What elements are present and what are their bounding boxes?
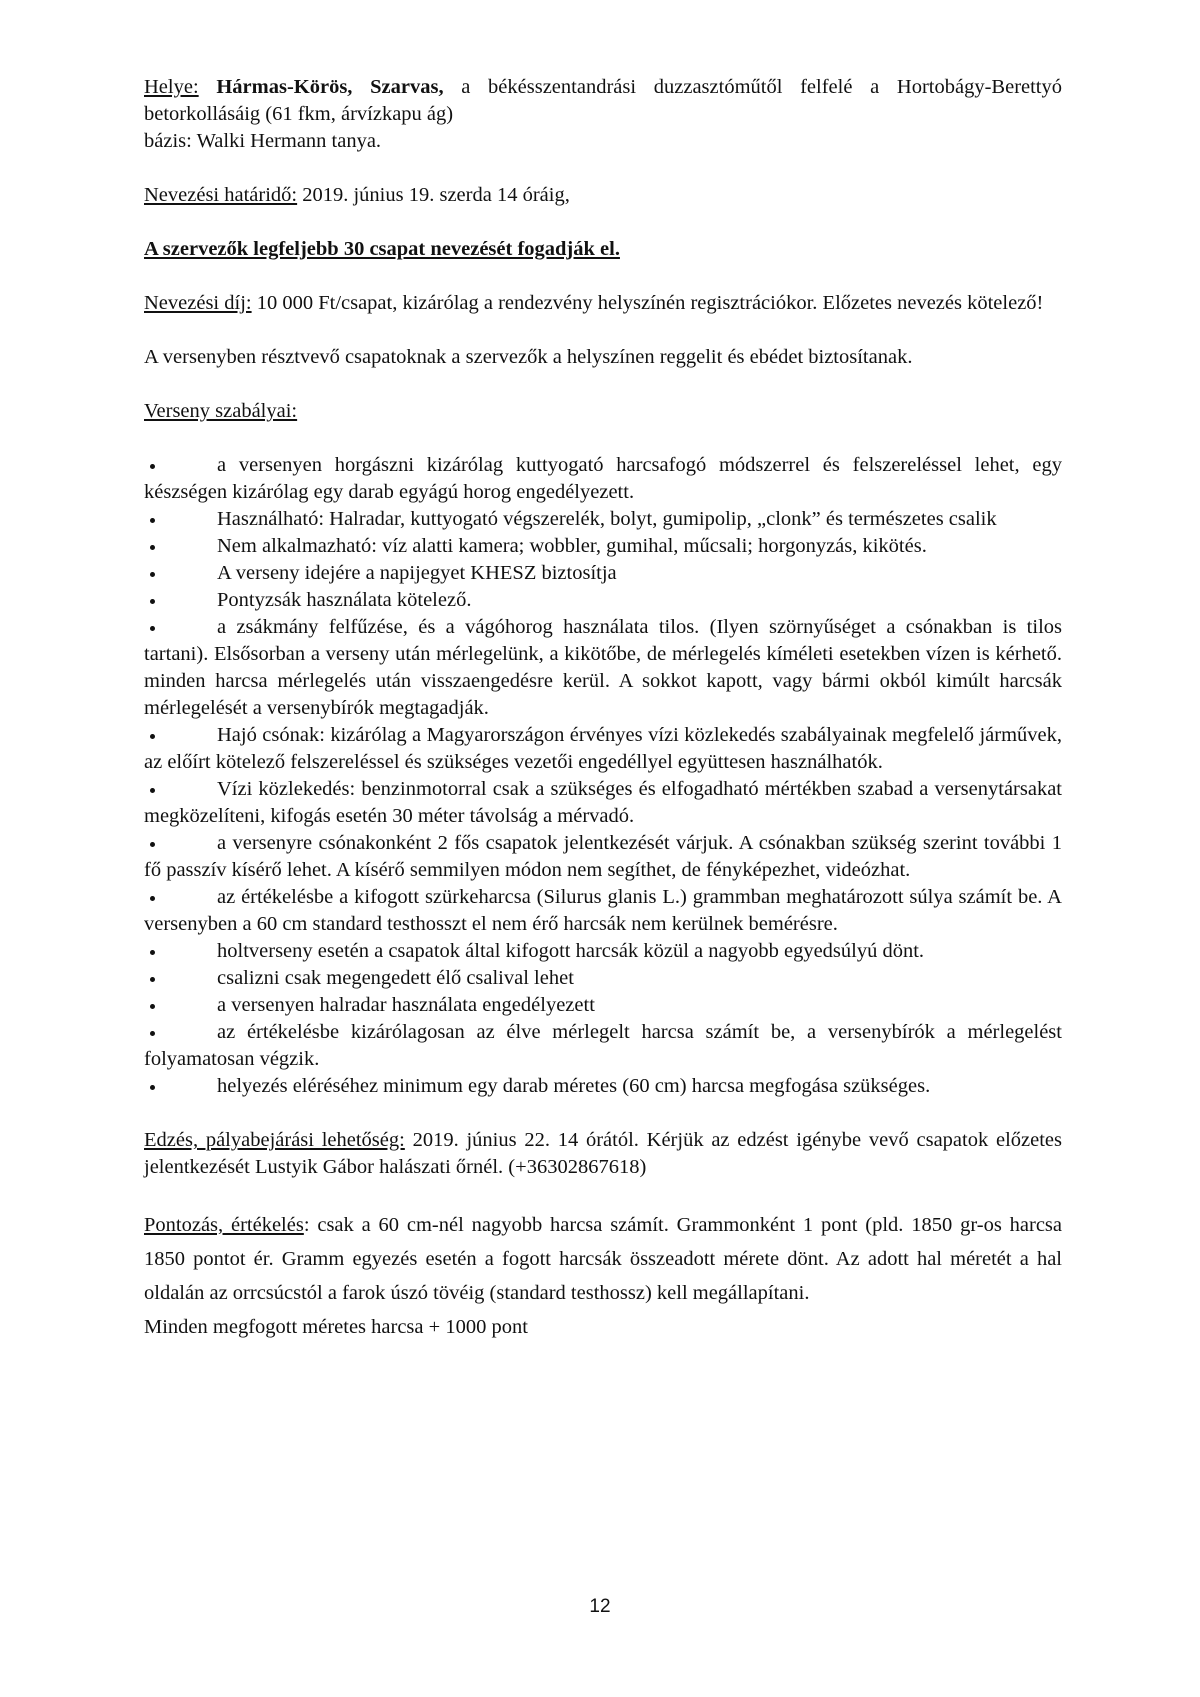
deadline-text: 2019. június 19. szerda 14 óráig, (297, 184, 570, 206)
page-number: 12 (589, 1596, 611, 1617)
page-content (144, 74, 1062, 1344)
bullet-icon (150, 572, 155, 577)
bullet-icon (150, 1085, 155, 1090)
rule-item: Vízi közlekedés: benzinmotorral csak a szükséges és elfogadható mértékben szabad a versenytársakat megközelíteni, kifogás esetén 30 méter távolság a mérvadó. (144, 778, 1062, 827)
rule-item: a versenyre csónakonként 2 fős csapatok jelentkezését várjuk. A csónakban szükség szerint további 1 fő passzív kísérő lehet. A kísérő semmilyen módon nem segíthet, de fényképezhet, videózhat. (144, 832, 1062, 881)
bullet-icon (150, 626, 155, 631)
scoring-paragraph (144, 1208, 1062, 1310)
rule-item: a versenyen halradar használata engedélyezett (144, 992, 1062, 1019)
location-text: a békésszentandrási duzzasztóműtől felfelé a Hortobágy-Berettyó betorkollásáig (61 fkm, árvízkapu ág) (144, 76, 1063, 125)
fee-paragraph (144, 290, 1062, 317)
limit-notice: A szervezők legfeljebb 30 csapat nevezését fogadják el. (144, 238, 620, 260)
location-base: bázis: Walki Hermann tanya. (144, 130, 382, 152)
bullet-icon (150, 599, 155, 604)
bullet-icon (150, 977, 155, 982)
bullet-icon (150, 545, 155, 550)
rule-item: holtverseny esetén a csapatok által kifogott harcsák közül a nagyobb egyedsúlyú dönt. (144, 938, 1062, 965)
rule-item: Használható: Halradar, kuttyogató végszerelék, bolyt, gumipolip, „clonk” és természetes csalik (144, 506, 1062, 533)
bullet-icon (150, 842, 155, 847)
deadline-paragraph (144, 182, 1062, 209)
rule-item: A verseny idejére a napijegyet KHESZ biztosítja (144, 560, 1062, 587)
training-paragraph (144, 1127, 1062, 1181)
bullet-icon (150, 1004, 155, 1009)
rule-item: a versenyen horgászni kizárólag kuttyogató harcsafogó módszerrel és felszereléssel lehet, egy készségen kizárólag egy darab egyágú horog engedélyezett. (144, 454, 1062, 503)
location-paragraph (144, 74, 1062, 128)
rule-item: Nem alkalmazható: víz alatti kamera; wobbler, gumihal, műcsali; horgonyzás, kikötés. (144, 533, 1062, 560)
scoring-label: Pontozás, értékelés (144, 1214, 304, 1236)
bullet-icon (150, 1031, 155, 1036)
rule-item: az értékelésbe a kifogott szürkeharcsa (Silurus glanis L.) grammban meghatározott súlya számít be. A versenyben a 60 cm standard testhosszt el nem érő harcsák nem kerülnek bemérésre. (144, 886, 1062, 935)
catering-paragraph: A versenyben résztvevő csapatoknak a szervezők a helyszínen reggelit és ebédet biztosítanak. (144, 346, 913, 368)
fee-text: 10 000 Ft/csapat, kizárólag a rendezvény helyszínén regisztrációkor. Előzetes nevezés kötelező! (251, 292, 1044, 314)
training-text: 2019. június 22. 14 órától. Kérjük az edzést igénybe vevő csapatok előzetes jelentkezését Lustyik Gábor halászati őrnél. (+36302867618) (144, 1129, 1062, 1178)
rules-list (144, 452, 1062, 1100)
rule-item: Pontyzsák használata kötelező. (144, 587, 1062, 614)
rules-heading: Verseny szabályai: (144, 400, 298, 422)
bullet-icon (150, 788, 155, 793)
bullet-icon (150, 518, 155, 523)
rule-item: az értékelésbe kizárólagosan az élve mérlegelt harcsa számít be, a versenybírók a mérlegelést folyamatosan végzik. (144, 1021, 1062, 1070)
scoring-bonus: Minden megfogott méretes harcsa + 1000 pont (144, 1316, 528, 1338)
rule-item: helyezés eléréséhez minimum egy darab méretes (60 cm) harcsa megfogása szükséges. (144, 1073, 1062, 1100)
location-label: Helye: (144, 76, 199, 98)
bullet-icon (150, 950, 155, 955)
bullet-icon (150, 896, 155, 901)
training-label: Edzés, pályabejárási lehetőség: (144, 1129, 405, 1151)
rule-item: Hajó csónak: kizárólag a Magyarországon érvényes vízi közlekedés szabályainak megfelelő járművek, az előírt kötelező felszereléssel és szükséges vezetői engedéllyel együttesen használhatók. (144, 724, 1062, 773)
rule-item: a zsákmány felfűzése, és a vágóhorog használata tilos. (Ilyen szörnyűséget a csónakban is tilos tartani). Elsősorban a verseny után mérlegelünk, a kikötőbe, de mérlegelés kíméleti esetekben vízen is kérhető. minden harcsa mérlegelés után visszaengedésre kerül. A sokkot kapott, vagy bármi okból kimúlt harcsák mérlegelését a versenybírók megtagadják. (144, 616, 1062, 719)
rule-item: csalizni csak megengedett élő csalival lehet (144, 965, 1062, 992)
deadline-label: Nevezési határidő: (144, 184, 298, 206)
scoring-text: : csak a 60 cm-nél nagyobb harcsa számít. Grammonként 1 pont (pld. 1850 gr-os harcsa 1850 pontot ér. Gramm egyezés esetén a fogott harcsák összeadott mérete dönt. Az adott hal méretét a hal oldalán az orrcsúcstól a farok úszó tövéig (standard testhossz) kell megállapítani. (144, 1214, 1062, 1304)
fee-label: Nevezési díj: (144, 292, 252, 314)
bullet-icon (150, 464, 155, 469)
bullet-icon (150, 734, 155, 739)
location-place: Hármas-Körös, Szarvas, (216, 76, 444, 98)
